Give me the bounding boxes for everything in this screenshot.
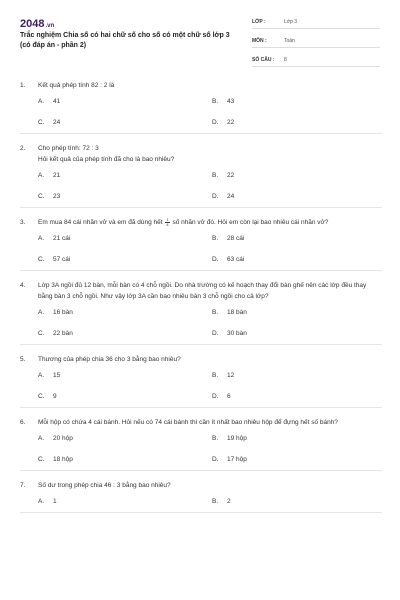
question-header bbox=[20, 217, 382, 228]
question-list bbox=[20, 80, 382, 522]
fraction-denominator: 4 bbox=[166, 221, 169, 227]
meta-row-count bbox=[252, 54, 380, 67]
answer-option-a[interactable] bbox=[38, 491, 212, 512]
option-letter: B. bbox=[212, 498, 219, 505]
option-text: 18 bàn bbox=[227, 309, 247, 316]
option-text: 21 cái bbox=[53, 235, 71, 242]
answer-options bbox=[38, 228, 382, 270]
answer-option-a[interactable] bbox=[38, 428, 212, 449]
question-text bbox=[38, 217, 382, 228]
option-text: 43 bbox=[227, 98, 235, 105]
meta-info bbox=[252, 16, 380, 73]
question-text-after: số nhãn vở đó. Hỏi em còn lại bao nhiêu cái nhãn vở? bbox=[172, 219, 329, 226]
option-text: 22 bbox=[227, 119, 235, 126]
site-logo[interactable] bbox=[20, 18, 54, 30]
answer-option-b[interactable] bbox=[212, 228, 386, 249]
question-1 bbox=[20, 80, 382, 134]
option-letter: C. bbox=[38, 256, 45, 263]
option-letter: D. bbox=[212, 193, 219, 200]
answer-option-d[interactable] bbox=[212, 386, 386, 407]
option-text: 2 bbox=[227, 498, 231, 505]
answer-option-b[interactable] bbox=[212, 302, 386, 323]
option-letter: A. bbox=[38, 435, 45, 442]
option-text: 12 bbox=[227, 372, 235, 379]
question-header bbox=[20, 143, 382, 165]
answer-option-c[interactable] bbox=[38, 449, 212, 470]
option-text: 24 bbox=[227, 193, 235, 200]
question-header bbox=[20, 354, 382, 365]
option-text: 20 hộp bbox=[53, 435, 73, 442]
meta-label: LỚP : bbox=[252, 19, 266, 25]
answer-option-b[interactable] bbox=[212, 165, 386, 186]
question-number: 7. bbox=[20, 482, 26, 489]
option-letter: B. bbox=[212, 372, 219, 379]
option-letter: A. bbox=[38, 372, 45, 379]
option-letter: D. bbox=[212, 393, 219, 400]
option-text: 16 bàn bbox=[53, 309, 73, 316]
question-number: 5. bbox=[20, 356, 26, 363]
meta-value: Lớp 3 bbox=[284, 19, 298, 25]
option-letter: C. bbox=[38, 330, 45, 337]
answer-option-c[interactable] bbox=[38, 323, 212, 344]
option-letter: A. bbox=[38, 172, 45, 179]
option-text: 63 cái bbox=[227, 256, 245, 263]
option-letter: B. bbox=[212, 435, 219, 442]
question-line: Hỏi kết quả của phép tính đã cho là bao nhiêu? bbox=[38, 156, 175, 163]
question-2 bbox=[20, 143, 382, 208]
answer-option-d[interactable] bbox=[212, 323, 386, 344]
question-header bbox=[20, 80, 382, 91]
option-letter: C. bbox=[38, 119, 45, 126]
fraction bbox=[165, 218, 169, 227]
question-text bbox=[38, 143, 382, 165]
option-letter: B. bbox=[212, 235, 219, 242]
option-text: 6 bbox=[227, 393, 231, 400]
option-text: 28 cái bbox=[227, 235, 245, 242]
answer-option-c[interactable] bbox=[38, 386, 212, 407]
option-letter: B. bbox=[212, 98, 219, 105]
option-text: 18 hộp bbox=[53, 456, 73, 463]
option-letter: A. bbox=[38, 498, 45, 505]
question-text: Mỗi hộp có chứa 4 cái bánh. Hỏi nếu có 74 cái bánh thì cần ít nhất bao nhiêu hộp để đựng hết số bánh? bbox=[38, 419, 338, 426]
option-letter: D. bbox=[212, 330, 219, 337]
question-line: Cho phép tính: 72 : 3 bbox=[38, 145, 99, 152]
question-5 bbox=[20, 354, 382, 408]
answer-option-a[interactable] bbox=[38, 302, 212, 323]
option-letter: B. bbox=[212, 309, 219, 316]
option-letter: C. bbox=[38, 456, 45, 463]
answer-options bbox=[38, 91, 382, 133]
question-number: 3. bbox=[20, 219, 26, 226]
option-text: 19 hộp bbox=[227, 435, 247, 442]
question-header bbox=[20, 480, 382, 491]
question-7 bbox=[20, 480, 382, 513]
answer-options bbox=[38, 491, 382, 512]
question-text: Lớp 3A ngồi đủ 12 bàn, mỗi bàn có 4 chỗ ngồi. Do nhà trường có kế hoạch thay đổi bàn ghế nên các lớp đều thay bằng bàn 3 chỗ ngồi. Như vậy lớp 3A cần bao nhiêu bàn 3 chỗ ngồi cho cả lớp? bbox=[38, 282, 367, 300]
question-text-before: Em mua 84 cái nhãn vở và em đã dùng hết bbox=[38, 219, 163, 226]
answer-options bbox=[38, 365, 382, 407]
answer-option-d[interactable] bbox=[212, 186, 386, 207]
option-letter: C. bbox=[38, 193, 45, 200]
option-text: 21 bbox=[53, 172, 61, 179]
answer-option-a[interactable] bbox=[38, 165, 212, 186]
answer-option-d[interactable] bbox=[212, 112, 386, 133]
meta-row-subject bbox=[252, 35, 380, 48]
meta-value: 8 bbox=[284, 57, 287, 63]
question-number: 1. bbox=[20, 82, 26, 89]
answer-option-a[interactable] bbox=[38, 228, 212, 249]
option-letter: D. bbox=[212, 256, 219, 263]
option-text: 41 bbox=[53, 98, 61, 105]
option-text: 24 bbox=[53, 119, 61, 126]
option-text: 23 bbox=[53, 193, 61, 200]
answer-option-b[interactable] bbox=[212, 491, 386, 512]
answer-options bbox=[38, 428, 382, 470]
answer-option-b[interactable] bbox=[212, 428, 386, 449]
answer-option-b[interactable] bbox=[212, 365, 386, 386]
question-text: Kết quả phép tính 82 : 2 là bbox=[38, 82, 115, 89]
logo-text: 2048 bbox=[20, 18, 45, 30]
page-header bbox=[0, 0, 400, 62]
question-number: 2. bbox=[20, 145, 26, 152]
question-text: Thương của phép chia 36 cho 3 bằng bao nhiêu? bbox=[38, 356, 181, 363]
logo-suffix: .vn bbox=[45, 23, 55, 29]
option-letter: B. bbox=[212, 172, 219, 179]
answer-option-d[interactable] bbox=[212, 449, 386, 470]
question-6 bbox=[20, 417, 382, 471]
option-text: 9 bbox=[53, 393, 57, 400]
answer-option-c[interactable] bbox=[38, 112, 212, 133]
question-number: 4. bbox=[20, 282, 26, 289]
answer-option-c[interactable] bbox=[38, 249, 212, 270]
answer-option-d[interactable] bbox=[212, 249, 386, 270]
answer-option-b[interactable] bbox=[212, 91, 386, 112]
meta-value: Toán bbox=[284, 38, 295, 44]
answer-option-a[interactable] bbox=[38, 91, 212, 112]
question-4 bbox=[20, 280, 382, 345]
meta-row-class bbox=[252, 16, 380, 29]
option-letter: C. bbox=[38, 393, 45, 400]
option-text: 30 bàn bbox=[227, 330, 247, 337]
meta-label: SỐ CÂU : bbox=[252, 57, 275, 63]
answer-option-c[interactable] bbox=[38, 186, 212, 207]
question-3 bbox=[20, 217, 382, 271]
answer-option-a[interactable] bbox=[38, 365, 212, 386]
option-text: 57 cái bbox=[53, 256, 71, 263]
option-text: 22 bàn bbox=[53, 330, 73, 337]
option-letter: A. bbox=[38, 98, 45, 105]
question-number: 6. bbox=[20, 419, 26, 426]
page-title: Trắc nghiệm Chia số có hai chữ số cho số có một chữ số lớp 3 (có đáp án - phần 2) bbox=[20, 32, 230, 49]
option-text: 1 bbox=[53, 498, 57, 505]
option-text: 22 bbox=[227, 172, 235, 179]
question-header bbox=[20, 280, 382, 302]
option-text: 15 bbox=[53, 372, 61, 379]
question-header bbox=[20, 417, 382, 428]
option-letter: D. bbox=[212, 456, 219, 463]
question-text: Số dư trong phép chia 46 : 3 bằng bao nhiêu? bbox=[38, 482, 171, 489]
answer-options bbox=[38, 302, 382, 344]
option-letter: A. bbox=[38, 235, 45, 242]
fraction-numerator: 1 bbox=[166, 216, 169, 222]
meta-label: MÔN : bbox=[252, 38, 267, 44]
answer-options bbox=[38, 165, 382, 207]
option-text: 17 hộp bbox=[227, 456, 247, 463]
option-letter: A. bbox=[38, 309, 45, 316]
option-letter: D. bbox=[212, 119, 219, 126]
